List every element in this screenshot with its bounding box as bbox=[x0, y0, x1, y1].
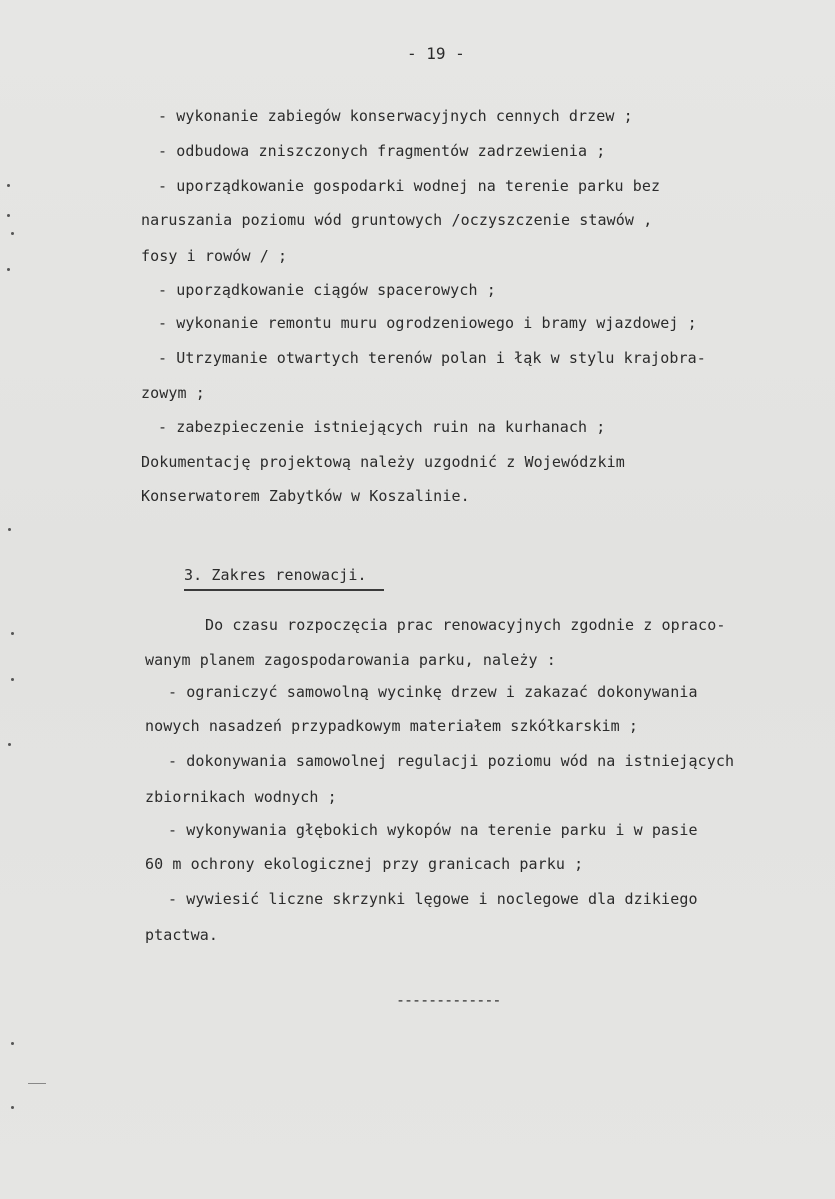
text-line: 60 m ochrony ekologicznej przy granicach parku ; bbox=[145, 855, 584, 873]
text-line: - uporządkowanie ciągów spacerowych ; bbox=[158, 281, 496, 299]
text-line: ptactwa. bbox=[145, 926, 219, 944]
text-line: Do czasu rozpoczęcia prac renowacyjnych zgodnie z opraco- bbox=[205, 616, 726, 634]
text-line: nowych nasadzeń przypadkowym materiałem szkółkarskim ; bbox=[145, 717, 639, 735]
margin-speck bbox=[11, 1106, 14, 1109]
margin-speck bbox=[11, 1042, 14, 1045]
text-line: - uporządkowanie gospodarki wodnej na terenie parku bez bbox=[158, 177, 661, 195]
text-line: - wykonanie zabiegów konserwacyjnych cennych drzew ; bbox=[158, 107, 633, 125]
margin-speck bbox=[11, 232, 14, 235]
end-of-text-mark: ------------- bbox=[396, 991, 501, 1009]
margin-speck bbox=[7, 214, 10, 217]
text-line: - ograniczyć samowolną wycinkę drzew i zakazać dokonywania bbox=[168, 683, 698, 701]
section-heading: 3. Zakres renowacji. bbox=[184, 566, 367, 584]
text-line: zbiornikach wodnych ; bbox=[145, 788, 337, 806]
text-line: - wykonanie remontu muru ogrodzeniowego i bramy wjazdowej ; bbox=[158, 314, 697, 332]
text-line: - odbudowa zniszczonych fragmentów zadrzewienia ; bbox=[158, 142, 606, 160]
text-line: - dokonywania samowolnej regulacji poziomu wód na istniejących bbox=[168, 752, 735, 770]
margin-speck bbox=[7, 268, 10, 271]
text-line: zowym ; bbox=[141, 384, 205, 402]
margin-speck bbox=[8, 743, 11, 746]
text-line: - wykonywania głębokich wykopów na terenie parku i w pasie bbox=[168, 821, 698, 839]
margin-speck bbox=[11, 678, 14, 681]
text-line: wanym planem zagospodarowania parku, należy : bbox=[145, 651, 556, 669]
text-line: - wywiesić liczne skrzynki lęgowe i noclegowe dla dzikiego bbox=[168, 890, 698, 908]
text-line: naruszania poziomu wód gruntowych /oczyszczenie stawów , bbox=[141, 211, 653, 229]
text-line: - Utrzymanie otwartych terenów polan i łąk w stylu krajobra- bbox=[158, 349, 706, 367]
text-line: fosy i rowów / ; bbox=[141, 247, 288, 265]
text-line: Dokumentację projektową należy uzgodnić z Wojewódzkim bbox=[141, 453, 625, 471]
text-line: - zabezpieczenie istniejących ruin na kurhanach ; bbox=[158, 418, 606, 436]
margin-mark bbox=[28, 1083, 46, 1084]
margin-speck bbox=[7, 184, 10, 187]
text-line: Konserwatorem Zabytków w Koszalinie. bbox=[141, 487, 470, 505]
margin-speck bbox=[8, 528, 11, 531]
margin-speck bbox=[11, 632, 14, 635]
page-number: - 19 - bbox=[407, 44, 465, 63]
heading-underline bbox=[184, 589, 384, 591]
